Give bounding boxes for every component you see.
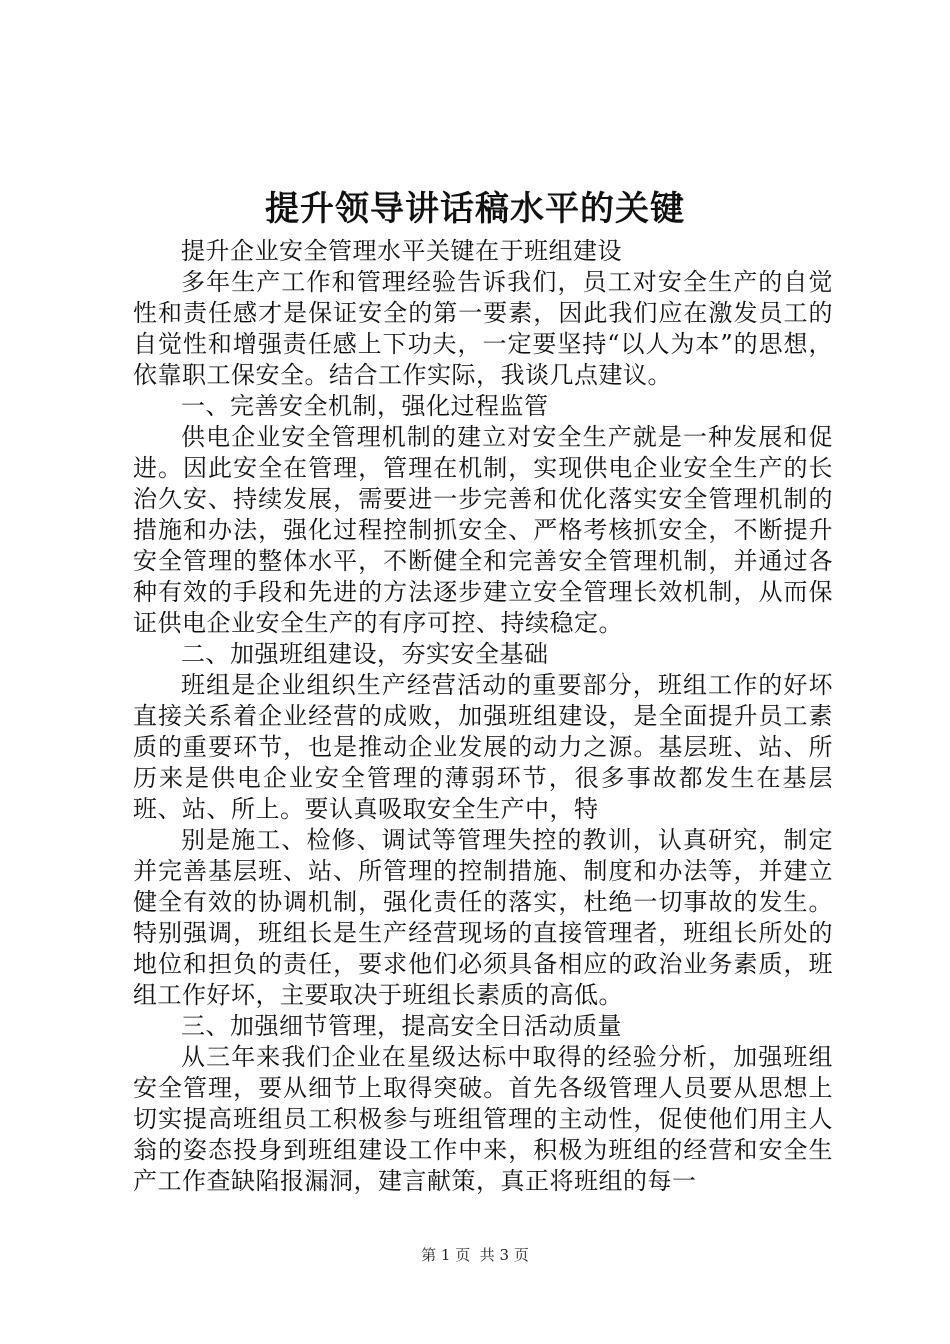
section-heading: 二、加强班组建设，夯实安全基础 <box>181 640 549 668</box>
paragraph: 别是施工、检修、调试等管理失控的教训，认真研究，制定并完善基层班、站、所管理的控制措施、制度和办法等，并建立健全有效的协调机制，强化责任的落实，杜绝一切事故的发生。特别强调，班组长是生产经营现场的直接管理者，班组长所处的地位和担负的责任，要求他们必须具备相应的政治业务素质，班组工作好坏，主要取决于班组长素质的高低。 <box>133 826 833 1009</box>
paragraph: 班组是企业组织生产经营活动的重要部分，班组工作的好坏直接关系着企业经营的成败，加强班组建设，是全面提升员工素质的重要环节，也是推动企业发展的动力之源。基层班、站、所历来是供电企业安全管理的薄弱环节，很多事故都发生在基层班、站、所上。要认真吸取安全生产中，特 <box>133 671 833 823</box>
footer-spacer <box>470 1246 480 1264</box>
page-total: 共 3 页 <box>479 1246 529 1264</box>
section-heading: 一、完善安全机制，强化过程监管 <box>181 392 549 420</box>
page-number: 第 1 页 <box>421 1246 471 1264</box>
paragraph: 从三年来我们企业在星级达标中取得的经验分析，加强班组安全管理，要从细节上取得突破。首先各级管理人员要从思想上切实提高班组员工积极参与班组管理的主动性，促使他们用主人翁的姿态投身到班组建设工作中来，积极为班组的经营和安全生产工作查缺陷报漏洞，建言献策，真正将班组的每一 <box>133 1043 833 1195</box>
page-footer <box>0 1244 950 1266</box>
paragraph: 供电企业安全管理机制的建立对安全生产就是一种发展和促进。因此安全在管理，管理在机制，实现供电企业安全生产的长治久安、持续发展，需要进一步完善和优化落实安全管理机制的措施和办法，强化过程控制抓安全、严格考核抓安全，不断提升安全管理的整体水平，不断健全和完善安全管理机制，并通过各种有效的手段和先进的方法逐步建立安全管理长效机制，从而保证供电企业安全生产的有序可控、持续稳定。 <box>133 423 833 637</box>
document-title: 提升领导讲话稿水平的关键 <box>265 189 685 229</box>
document-subtitle: 提升企业安全管理水平关键在于班组建设 <box>181 237 622 265</box>
paragraph: 多年生产工作和管理经验告诉我们，员工对安全生产的自觉性和责任感才是保证安全的第一要素，因此我们应在激发员工的自觉性和增强责任感上下功夫，一定要坚持“以人为本”的思想，依靠职工保安全。结合工作实际，我谈几点建议。 <box>133 268 833 389</box>
section-heading: 三、加强细节管理，提高安全日活动质量 <box>181 1012 622 1040</box>
document-body <box>133 236 833 1197</box>
